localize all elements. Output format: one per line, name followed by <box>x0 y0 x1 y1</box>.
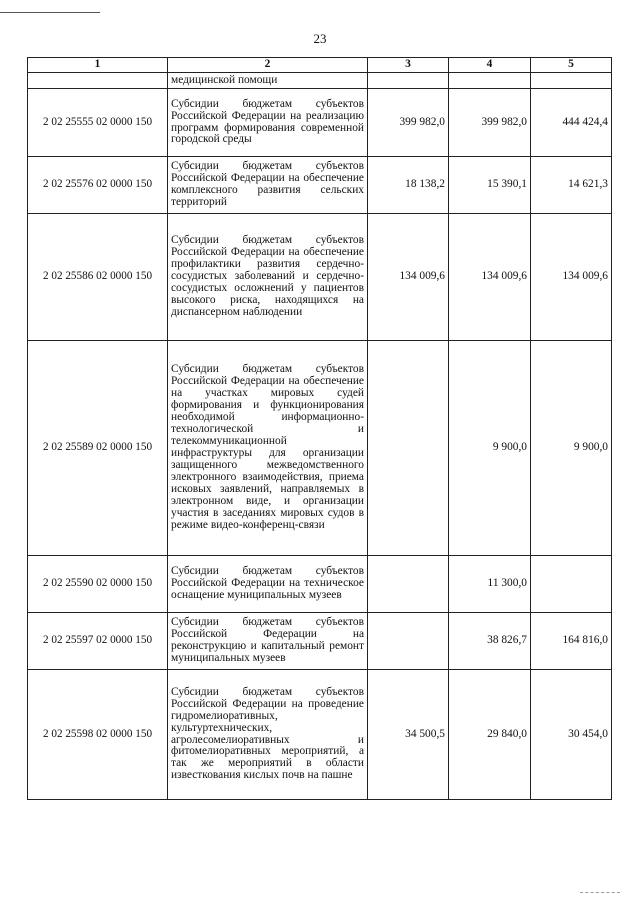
row-description: Субсидии бюджетам субъектов Российской Федерации на проведение гидромелиоративных, культуртехнических, агролесомелиоративных и фитомелиоративных мероприятий, а так же мероприятий в области известкования кислых почв на пашне <box>168 670 368 800</box>
row-value-col5: 134 009,6 <box>531 214 612 341</box>
row-value-col3 <box>368 73 449 89</box>
header-col-4: 4 <box>449 58 531 73</box>
row-description: медицинской помощи <box>168 73 368 89</box>
row-value-col3: 399 982,0 <box>368 89 449 157</box>
row-value-col4: 38 826,7 <box>449 613 531 670</box>
row-code <box>28 73 168 89</box>
table-row <box>28 157 612 214</box>
row-value-col3 <box>368 556 449 613</box>
row-value-col4: 29 840,0 <box>449 670 531 800</box>
table-row <box>28 89 612 157</box>
header-row <box>28 58 612 73</box>
row-value-col3: 34 500,5 <box>368 670 449 800</box>
table-row <box>28 341 612 556</box>
row-code: 2 02 25576 02 0000 150 <box>28 157 168 214</box>
table-row <box>28 214 612 341</box>
bottom-edge-mark <box>580 892 620 893</box>
header-col-2: 2 <box>168 58 368 73</box>
row-description: Субсидии бюджетам субъектов Российской Федерации на обеспечение комплексного развития сельских территорий <box>168 157 368 214</box>
row-value-col5 <box>531 73 612 89</box>
row-code: 2 02 25590 02 0000 150 <box>28 556 168 613</box>
row-value-col4: 134 009,6 <box>449 214 531 341</box>
row-description: Субсидии бюджетам субъектов Российской Федерации на обеспечение профилактики развития сердечно-сосудистых заболеваний и сердечно-сосудистых осложнений у пациентов высокого риска, находящихся на диспансерном наблюдении <box>168 214 368 341</box>
top-edge-mark <box>0 12 100 13</box>
row-value-col5: 30 454,0 <box>531 670 612 800</box>
header-col-5: 5 <box>531 58 612 73</box>
row-description: Субсидии бюджетам субъектов Российской Федерации на техническое оснащение муниципальных музеев <box>168 556 368 613</box>
row-value-col4: 399 982,0 <box>449 89 531 157</box>
row-value-col3 <box>368 341 449 556</box>
row-description: Субсидии бюджетам субъектов Российской Федерации на реконструкцию и капитальный ремонт муниципальных музеев <box>168 613 368 670</box>
table-row <box>28 613 612 670</box>
row-description: Субсидии бюджетам субъектов Российской Федерации на реализацию программ формирования современной городской среды <box>168 89 368 157</box>
row-description: Субсидии бюджетам субъектов Российской Федерации на обеспечение на участках мировых судей формирования и функционирования необходимой информационно-технологической и телекоммуникационной инфраструктуры для организации защищенного межведомственного электронного взаимодействия, приема исковых заявлений, направляемых в электронном виде, и организации участия в заседаниях мировых судов в режиме видео-конференц-связи <box>168 341 368 556</box>
row-value-col5: 164 816,0 <box>531 613 612 670</box>
row-value-col5 <box>531 556 612 613</box>
row-value-col4: 15 390,1 <box>449 157 531 214</box>
row-value-col3: 18 138,2 <box>368 157 449 214</box>
row-value-col4: 11 300,0 <box>449 556 531 613</box>
row-code: 2 02 25589 02 0000 150 <box>28 341 168 556</box>
row-value-col3 <box>368 613 449 670</box>
table-row <box>28 556 612 613</box>
row-value-col3: 134 009,6 <box>368 214 449 341</box>
row-value-col5: 9 900,0 <box>531 341 612 556</box>
row-value-col4 <box>449 73 531 89</box>
page-number: 23 <box>313 31 327 46</box>
row-code: 2 02 25598 02 0000 150 <box>28 670 168 800</box>
row-value-col5: 444 424,4 <box>531 89 612 157</box>
header-col-1: 1 <box>28 58 168 73</box>
header-col-3: 3 <box>368 58 449 73</box>
row-code: 2 02 25597 02 0000 150 <box>28 613 168 670</box>
row-value-col5: 14 621,3 <box>531 157 612 214</box>
table-row <box>28 73 612 89</box>
budget-table <box>27 57 612 800</box>
row-value-col4: 9 900,0 <box>449 341 531 556</box>
row-code: 2 02 25586 02 0000 150 <box>28 214 168 341</box>
row-code: 2 02 25555 02 0000 150 <box>28 89 168 157</box>
table-row <box>28 670 612 800</box>
